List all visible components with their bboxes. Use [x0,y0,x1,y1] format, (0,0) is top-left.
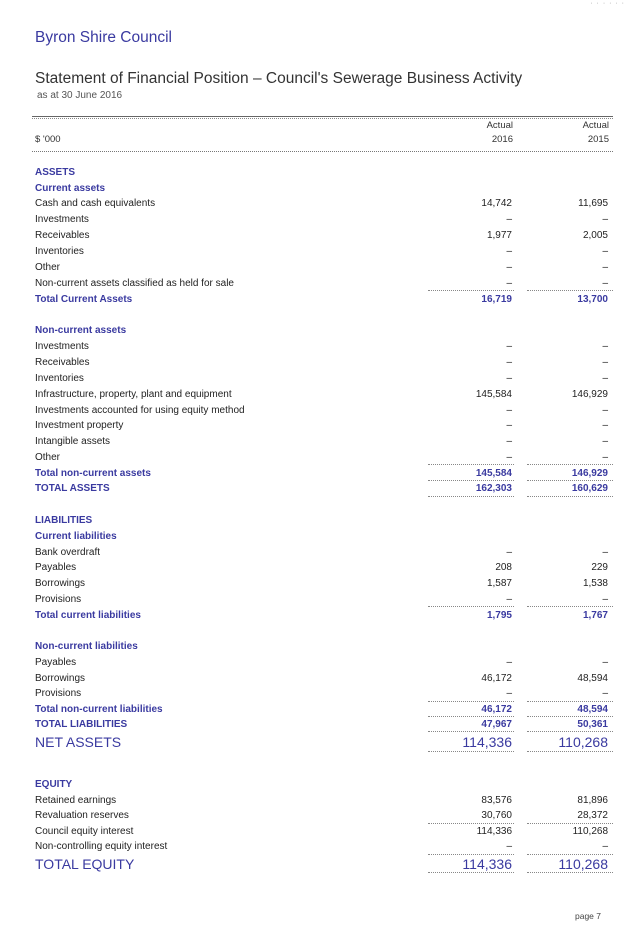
subtotal-rule [428,290,514,291]
table-row: Provisions – – [35,594,608,605]
header-rule-bottom [32,151,613,152]
table-row: Provisions – – [35,688,608,699]
subtotal-rule [428,606,514,607]
table-row: Payables 208 229 [35,562,608,573]
total-equity-row: TOTAL EQUITY 114,336 110,268 [35,856,608,872]
subsection-non-current-assets: Non-current assets [35,325,127,336]
table-row: Receivables – – [35,357,608,368]
table-row: Cash and cash equivalents 14,742 11,695 [35,198,608,209]
section-equity: EQUITY [35,779,73,790]
table-row: Investments – – [35,214,608,225]
unit-label: $ '000 [35,134,61,145]
total-row: Total Current Assets 16,719 13,700 [35,294,608,305]
subtotal-rule [428,464,514,465]
table-row: Intangible assets – – [35,436,608,447]
table-row: Investments accounted for using equity method – – [35,405,608,416]
section-assets: ASSETS [35,167,76,178]
grand-total-row: TOTAL LIABILITIES 47,967 50,361 [35,719,608,730]
total-rule [527,731,613,732]
section-liabilities: LIABILITIES [35,515,93,526]
header-rule-top [32,116,613,117]
table-row: Borrowings 1,587 1,538 [35,578,608,589]
table-row: Non-controlling equity interest – – [35,841,608,852]
total-row: Total non-current assets 145,584 146,929 [35,468,608,479]
table-row: Inventories – – [35,373,608,384]
total-row: Total non-current liabilities 46,172 48,594 [35,704,608,715]
table-row: Inventories – – [35,246,608,257]
col1-header-line2: 2016 [491,134,513,145]
header-rule-top-dotted [32,118,613,119]
table-row: Infrastructure, property, plant and equipment 145,584 146,929 [35,389,608,400]
table-row: Bank overdraft – – [35,547,608,558]
grand-total-row: TOTAL ASSETS 162,303 160,629 [35,483,608,494]
total-rule [428,731,514,732]
table-row: Non-current assets classified as held for sale – – [35,278,608,289]
subtotal-rule [527,290,613,291]
table-row: Other – – [35,452,608,463]
table-row: Investment property – – [35,420,608,431]
table-row: Investments – – [35,341,608,352]
table-row: Retained earnings 83,576 81,896 [35,795,608,806]
subtotal-rule [527,606,613,607]
table-row: Receivables 1,977 2,005 [35,230,608,241]
double-rule [527,496,613,497]
corner-mark: · · · · · · [590,0,625,7]
total-row: Total current liabilities 1,795 1,767 [35,610,608,621]
col2-header-line1: Actual [582,120,609,131]
table-row: Borrowings 46,172 48,594 [35,673,608,684]
double-rule [527,751,613,752]
table-row: Payables – – [35,657,608,668]
col2-header-line2: 2015 [587,134,609,145]
subsection-non-current-liabilities: Non-current liabilities [35,641,138,652]
page-title: Statement of Financial Position – Council's Sewerage Business Activity [35,70,523,87]
double-rule [428,496,514,497]
net-assets-row: NET ASSETS 114,336 110,268 [35,734,608,750]
table-row: Revaluation reserves 30,760 28,372 [35,810,608,821]
col1-header-line1: Actual [486,120,513,131]
table-row: Council equity interest 114,336 110,268 [35,826,608,837]
double-rule [428,751,514,752]
subtotal-rule [527,464,613,465]
page-subtitle: as at 30 June 2016 [37,90,123,101]
subsection-current-assets: Current assets [35,183,106,194]
table-row: Other – – [35,262,608,273]
page-number: page 7 [575,911,601,921]
double-rule [527,872,613,873]
subsection-current-liabilities: Current liabilities [35,531,117,542]
double-rule [428,872,514,873]
org-name: Byron Shire Council [35,29,172,46]
